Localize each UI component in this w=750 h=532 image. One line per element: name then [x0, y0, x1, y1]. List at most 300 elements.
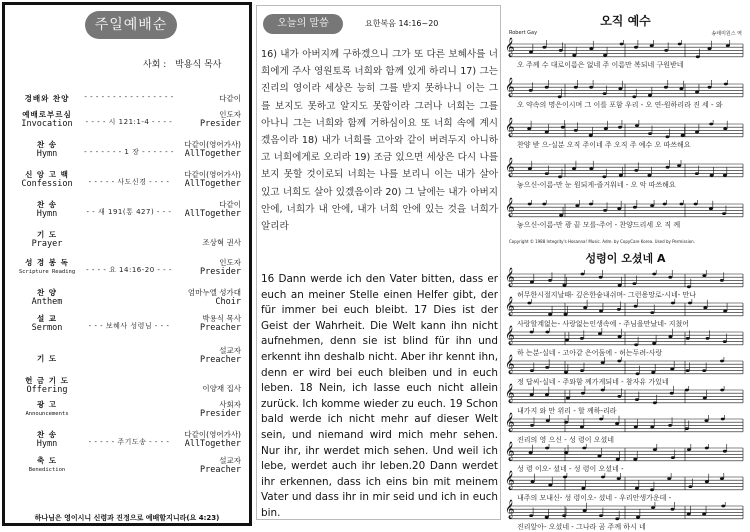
treble-clef-icon: 𝄞	[505, 77, 515, 96]
note-head	[726, 44, 730, 47]
note-head	[652, 342, 656, 345]
treble-clef-icon: 𝄞	[505, 37, 515, 56]
music-staff	[505, 383, 745, 408]
note-head	[724, 83, 728, 86]
lyric-line: 성 령 이오- 셨네 - 성 령이 오셨네 -	[517, 465, 624, 473]
note-head	[665, 135, 669, 138]
note-head	[583, 306, 587, 309]
note-head	[634, 305, 638, 308]
service-item-english: Announcements	[25, 411, 69, 417]
note-head	[617, 477, 621, 480]
lyric-line: 오 약속의 명은이시며 그 이를 포함 우리 - 오 연-원하리라 진 세 - 와	[517, 101, 723, 109]
service-item-detail: - - - - 요 14:16-20 - - -	[86, 266, 172, 274]
note-head	[599, 310, 603, 313]
note-head	[720, 477, 724, 480]
note-head	[685, 389, 689, 392]
service-item-english: Offering	[26, 385, 68, 395]
note-head	[687, 285, 691, 288]
lyric-line: 진리의 영 으신 - 성 령이 오셨네	[517, 436, 615, 444]
note-head	[720, 279, 724, 282]
treble-clef-icon: 𝄞	[505, 197, 515, 216]
note-head	[720, 389, 724, 392]
service-item	[5, 399, 249, 427]
service-item-detail: - - - - - 주기도송 - - - -	[88, 438, 170, 446]
note-head	[705, 480, 709, 483]
order-of-service-panel	[2, 2, 252, 526]
service-item-leader: 사회자	[219, 400, 241, 409]
service-item-english: Confession	[21, 179, 73, 189]
note-head	[648, 174, 652, 177]
service-item-detail: - - - - 시 121:1-4 - - - -	[85, 118, 173, 126]
note-head	[530, 281, 534, 284]
note-head	[529, 514, 533, 517]
note-head	[530, 369, 534, 372]
note-head	[564, 451, 568, 454]
note-head	[564, 371, 568, 374]
german-scripture-text: 16 Dann werde ich den Vater bitten, dass er euch an meiner Stelle einen Helfer gibt, der für immer bei euch bleibt. 17 Dies ist der Geist der Wahrheit. Die Welt kann ihn nicht aufnehmen, denn sie ist blind für ihn und erkennt ihn deshalb nicht. Aber ihr kennt ihn, denn er wird bei euch bleiben und in euch leben. 18 Nein, ich lasse euch nicht allein zurück. Ich komme wieder zu euch. 19 Schon bald werde ich nicht mehr auf dieser Welt sein, und niemand wird mich mehr sehen. Nur ihr, ihr werdet mich sehen. Und weil ich lebe, werdet auch ihr leben.20 Dann werdet ihr erkennen, dass ich eins bin mit meinem Vater und dass ihr in mir seid und ich in euch bin.	[261, 273, 498, 519]
service-item	[5, 287, 249, 315]
service-item-name: 경배와 찬양	[24, 94, 70, 103]
service-item-name: 기 도	[36, 230, 58, 239]
music-staff	[505, 470, 745, 495]
note-head	[651, 506, 655, 509]
note-head	[653, 401, 657, 404]
service-item-leader: 이양재 집사	[202, 384, 241, 393]
note-head	[545, 516, 549, 519]
note-head	[668, 424, 672, 427]
service-item-name: 축 도	[36, 456, 58, 465]
scripture-reference: 요한복음 14:16~20	[365, 19, 439, 28]
music-staff	[505, 117, 745, 142]
note-head	[695, 131, 699, 134]
service-item-leader: 인도자	[219, 110, 241, 119]
note-head	[722, 212, 726, 215]
score1-composer: Robert Gay	[509, 30, 538, 36]
service-item-name: 찬 송	[36, 430, 58, 439]
note-head	[688, 485, 692, 488]
note-head	[548, 279, 552, 282]
note-head	[667, 477, 671, 480]
note-head	[634, 169, 638, 172]
note-head	[723, 450, 727, 453]
service-item-name: 성 경 봉 독	[25, 258, 69, 267]
service-item-english: Hymn	[36, 209, 58, 219]
note-head	[564, 313, 568, 316]
note-head	[602, 175, 606, 178]
note-head	[530, 424, 534, 427]
lyric-line: 정 답씨-실네 - 주와함 께가게되네 - 참자유 가있네	[517, 378, 669, 386]
note-head	[651, 371, 655, 374]
note-head	[589, 86, 593, 89]
lyric-line: 하 는분-실네 - 고아같 은어둠에 - 허는두려-사랑	[517, 349, 663, 357]
note-head	[653, 448, 657, 451]
note-head	[618, 284, 622, 287]
note-head	[580, 426, 584, 429]
note-head	[603, 209, 607, 212]
service-item-detail: - - - 보혜사 성령님 - - -	[88, 322, 170, 330]
note-head	[599, 276, 603, 279]
korean-scripture-text: 16) 내가 아버지께 구하겠으니 그가 또 다른 보혜사를 너희에게 주사 영원토록 너희와 함께 있게 하리니 17) 그는 진리의 영이라 세상은 능히 그를 받지 못하나니 이는 그를 보지도 못하고 알지도 못함이라 그러나 너희는 그를 아나니 그는 너희와 함께 거하심이요 또 너희 속에 계시겠음이라 18) 내가 너희를 고아와 같이 버려두지 아니하고 너희에게로 오리라 19) 조금 있으면 세상은 다시 나를 보지 못할 것이로되 너희는 나를 보리니 이는 내가 살아 있고 너희도 살아 있겠음이라 20) 그 날에는 내가 아버지 안에, 너희가 내 안에, 내가 너희 안에 있는 것을 너희가 알리라	[261, 49, 498, 233]
service-item	[5, 429, 249, 457]
note-head	[633, 206, 637, 209]
music-staff	[505, 157, 745, 182]
note-head	[527, 302, 531, 305]
note-head	[559, 49, 563, 52]
lyric-line: 사랑할계없는- 사랑없는인생속에 - 주님을만났네- 지쳤어	[517, 320, 690, 328]
note-head	[663, 203, 667, 206]
note-head	[589, 134, 593, 137]
note-head	[670, 392, 674, 395]
treble-clef-icon: 𝄞	[505, 117, 515, 136]
note-head	[687, 448, 691, 451]
note-head	[618, 87, 622, 90]
treble-clef-icon: 𝄞	[505, 296, 515, 315]
service-item-leader: 박용식 목사	[202, 314, 241, 323]
note-head	[695, 172, 699, 175]
note-head	[652, 273, 656, 276]
sheet-music-panel	[503, 4, 748, 531]
note-head	[572, 54, 576, 57]
note-head	[589, 203, 593, 206]
lyric-line: 진리앞아- 오셨네 - 그나라 곰 주께 하시 네	[517, 523, 646, 531]
note-head	[617, 207, 621, 210]
service-item-leader-english: AllTogether	[184, 149, 241, 159]
service-item-name: 헌 금 기 도	[25, 376, 69, 385]
note-head	[561, 126, 565, 129]
note-head	[599, 514, 603, 517]
service-item-leader-english: AllTogether	[184, 209, 241, 219]
note-head	[708, 86, 712, 89]
note-head	[572, 167, 576, 170]
treble-clef-icon: 𝄞	[505, 441, 515, 460]
note-head	[694, 203, 698, 206]
note-head	[677, 164, 681, 167]
service-item-leader-english: AllTogether	[184, 439, 241, 449]
service-item-name: 찬 송	[36, 140, 58, 149]
note-head	[548, 313, 552, 316]
note-head	[707, 47, 711, 50]
note-head	[601, 361, 605, 364]
service-item-name: 기 도	[36, 354, 58, 363]
service-item-leader: 다같이	[219, 200, 241, 209]
note-head	[620, 43, 624, 46]
note-head	[619, 174, 623, 177]
note-head	[648, 94, 652, 97]
note-head	[695, 91, 699, 94]
note-head	[706, 337, 710, 340]
service-item	[5, 169, 249, 197]
note-head	[617, 360, 621, 363]
treble-clef-icon: 𝄞	[505, 383, 515, 402]
lyric-line: 허무한시절지날때- 깊은한숨내쉬며- 그런용망로-시네- 만나	[517, 291, 697, 299]
note-head	[589, 47, 593, 50]
note-head	[529, 451, 533, 454]
note-head	[546, 419, 550, 422]
note-head	[529, 51, 533, 54]
service-item-name: 신 앙 고 백	[25, 170, 69, 179]
note-head	[709, 207, 713, 210]
note-head	[545, 172, 549, 175]
service-item-leader: 다같이(영어가사)	[184, 170, 241, 179]
service-item-leader: 엄마누엘 성가대	[187, 288, 241, 297]
note-head	[528, 203, 532, 206]
music-staff	[505, 267, 745, 292]
note-head	[634, 426, 638, 429]
treble-clef-icon: 𝄞	[505, 470, 515, 489]
note-head	[599, 418, 603, 421]
note-head	[636, 372, 640, 375]
note-head	[688, 302, 692, 305]
service-item-detail: - - 새 191(통 427) - - -	[86, 208, 172, 216]
service-item-english: Anthem	[31, 297, 63, 307]
note-head	[650, 204, 654, 207]
note-head	[597, 455, 601, 458]
note-head	[545, 86, 549, 89]
note-head	[575, 204, 579, 207]
note-head	[635, 124, 639, 127]
service-item-leader-english: Preacher	[200, 355, 241, 365]
service-item-leader-english: Presider	[200, 267, 241, 277]
note-head	[542, 46, 546, 49]
note-head	[671, 508, 675, 511]
note-head	[721, 418, 725, 421]
note-head	[702, 369, 706, 372]
note-head	[545, 447, 549, 450]
note-head	[704, 419, 708, 422]
note-head	[603, 54, 607, 57]
note-head	[635, 398, 639, 401]
service-item	[5, 257, 249, 285]
service-item-leader: 인도자	[219, 258, 241, 267]
treble-clef-icon: 𝄞	[505, 325, 515, 344]
service-title: 주일예배순	[85, 11, 177, 39]
music-staff	[505, 354, 745, 379]
note-head	[705, 447, 709, 450]
score1-copyright: Copyright © 1988 Integrity's Hosanna! Music. Adm. by CopyCare Korea. Used by Permission.	[509, 239, 695, 244]
note-head	[548, 484, 552, 487]
note-head	[581, 392, 585, 395]
service-item-leader: 설교자	[219, 346, 241, 355]
service-item	[5, 139, 249, 167]
note-head	[686, 337, 690, 340]
note-head	[529, 89, 533, 92]
lyric-line: 내주의 모내신- 성 령이오- 셨네 - 우리안생가운데 -	[517, 494, 672, 502]
note-head	[574, 86, 578, 89]
service-item-detail: - - - - - - - - - - - - - - - -	[84, 93, 174, 101]
service-item-english: Benediction	[28, 467, 66, 473]
music-staff	[505, 441, 745, 466]
service-item-leader-english: Presider	[200, 409, 241, 419]
note-head	[650, 426, 654, 429]
lyric-line: 놓으신-이름-만 광 끝 모를-주어 - 찬양드리세 오 직 께	[517, 221, 681, 229]
service-item-leader: 다같이	[219, 94, 241, 103]
note-head	[686, 369, 690, 372]
service-item	[5, 455, 249, 483]
note-head	[634, 343, 638, 346]
service-item-leader-english: Preacher	[200, 465, 241, 475]
note-head	[580, 337, 584, 340]
note-head	[583, 509, 587, 512]
note-head	[650, 44, 654, 47]
note-head	[574, 129, 578, 132]
service-item-leader: 조상혁 권사	[202, 238, 241, 247]
service-item-leader-english: Preacher	[200, 323, 241, 333]
service-item	[5, 345, 249, 373]
note-head	[562, 284, 566, 287]
note-head	[723, 340, 727, 343]
note-head	[633, 458, 637, 461]
score1-arranger: 송태미원스 역	[711, 31, 742, 37]
note-head	[723, 127, 727, 130]
note-head	[527, 127, 531, 130]
treble-clef-icon: 𝄞	[505, 157, 515, 176]
note-head	[581, 487, 585, 490]
music-staff	[505, 412, 745, 437]
note-head	[558, 175, 562, 178]
note-head	[581, 273, 585, 276]
note-head	[679, 87, 683, 90]
note-head	[618, 126, 622, 129]
treble-clef-icon: 𝄞	[505, 267, 515, 286]
note-head	[617, 308, 621, 311]
note-head	[687, 513, 691, 516]
note-head	[666, 166, 670, 169]
footer-verse: 하나님은 영이시니 신령과 진정으로 예배할지니라(요 4:23)	[34, 514, 220, 522]
note-head	[558, 95, 562, 98]
note-head	[528, 167, 532, 170]
service-item	[5, 313, 249, 341]
todays-word-badge: 오늘의 말씀	[263, 14, 343, 34]
note-head	[562, 514, 566, 517]
note-head	[616, 458, 620, 461]
lyric-line: 찬양 받 으-실분 오직 주이네 주 오직 주 예수 오 따쓰해요	[517, 141, 691, 149]
score1-title: 오직 예수	[600, 14, 651, 28]
note-head	[670, 368, 674, 371]
note-head	[531, 480, 535, 483]
note-head	[710, 174, 714, 177]
note-head	[721, 505, 725, 508]
officiant-name: 박용식 목사	[175, 60, 222, 70]
note-head	[671, 302, 675, 305]
note-head	[723, 174, 727, 177]
service-item	[5, 229, 249, 257]
note-head	[632, 282, 636, 285]
service-item-leader: 설교자	[219, 456, 241, 465]
service-item-leader: 다같이(영어가사)	[184, 140, 241, 149]
service-item-leader: 다같이(영어가사)	[184, 430, 241, 439]
note-head	[566, 397, 570, 400]
service-item-detail: - - - - - - - 1 장 - - - - - -	[84, 148, 174, 156]
note-head	[702, 274, 706, 277]
note-head	[650, 488, 654, 491]
note-head	[580, 369, 584, 372]
note-head	[545, 131, 549, 134]
score2-title: 성령이 오셨네 A	[585, 252, 666, 265]
note-head	[530, 393, 534, 396]
treble-clef-icon: 𝄞	[505, 499, 515, 518]
note-head	[615, 422, 619, 425]
note-head	[668, 335, 672, 338]
note-head	[703, 397, 707, 400]
note-head	[598, 332, 602, 335]
service-item-detail: - - - - - 사도신경 - - - -	[88, 178, 170, 186]
music-staff	[505, 499, 745, 524]
service-item-leader-english: Choir	[215, 297, 241, 307]
music-staff	[505, 77, 745, 102]
note-head	[635, 487, 639, 490]
note-head	[545, 393, 549, 396]
note-head	[696, 55, 700, 58]
service-item-english: Scripture Reading	[18, 269, 76, 275]
note-head	[559, 214, 563, 217]
note-head	[618, 335, 622, 338]
note-head	[671, 456, 675, 459]
service-item-leader-english: AllTogether	[184, 179, 241, 189]
music-staff	[505, 325, 745, 350]
lyric-line: 내가지 와 만 위리 - 할 께하-리라	[517, 407, 617, 415]
service-item-english: Hymn	[36, 149, 58, 159]
service-item-name: 예배로부르심	[22, 110, 72, 119]
lyric-line: 놓으신-이름-만 눈 원되게-즐거워네 - 오 악 따쓰해요	[517, 181, 676, 189]
officiant-label: 사회 :	[143, 60, 167, 70]
note-head	[564, 421, 568, 424]
note-head	[565, 339, 569, 342]
note-head	[702, 513, 706, 516]
note-head	[530, 331, 534, 334]
note-head	[648, 132, 652, 135]
officiant	[143, 57, 222, 70]
note-head	[678, 43, 682, 46]
service-item-english: Sermon	[31, 323, 63, 333]
service-item-english: Prayer	[31, 239, 63, 249]
music-staff	[505, 37, 745, 62]
lyric-line: 오 주께 수 대로이름은 없네 주 이름만 복되네 구원받네	[517, 61, 684, 69]
note-head	[664, 86, 668, 89]
treble-clef-icon: 𝄞	[505, 354, 515, 373]
treble-clef-icon: 𝄞	[505, 412, 515, 431]
note-head	[617, 395, 621, 398]
note-head	[615, 517, 619, 520]
music-staff	[505, 296, 745, 321]
service-item-name: 광 고	[36, 400, 58, 409]
note-head	[582, 447, 586, 450]
note-head	[632, 95, 636, 98]
note-head	[545, 366, 549, 369]
note-head	[603, 92, 607, 95]
note-head	[589, 167, 593, 170]
service-item-english: Invocation	[21, 119, 73, 129]
note-head	[545, 331, 549, 334]
service-item-leader-english: Presider	[200, 119, 241, 129]
note-head	[709, 123, 713, 126]
music-staff	[505, 197, 745, 222]
note-head	[601, 389, 605, 392]
note-head	[634, 46, 638, 49]
service-item-name: 찬 양	[36, 288, 58, 297]
note-head	[685, 427, 689, 430]
service-item-name: 찬 송	[36, 200, 58, 209]
note-head	[668, 276, 672, 279]
note-head	[604, 127, 608, 130]
note-head	[542, 203, 546, 206]
note-head	[723, 310, 727, 313]
note-head	[703, 306, 707, 309]
note-head	[563, 476, 567, 479]
service-item-english: Hymn	[36, 439, 58, 449]
service-item-name: 설 교	[36, 314, 58, 323]
note-head	[650, 311, 654, 314]
service-item	[5, 199, 249, 227]
